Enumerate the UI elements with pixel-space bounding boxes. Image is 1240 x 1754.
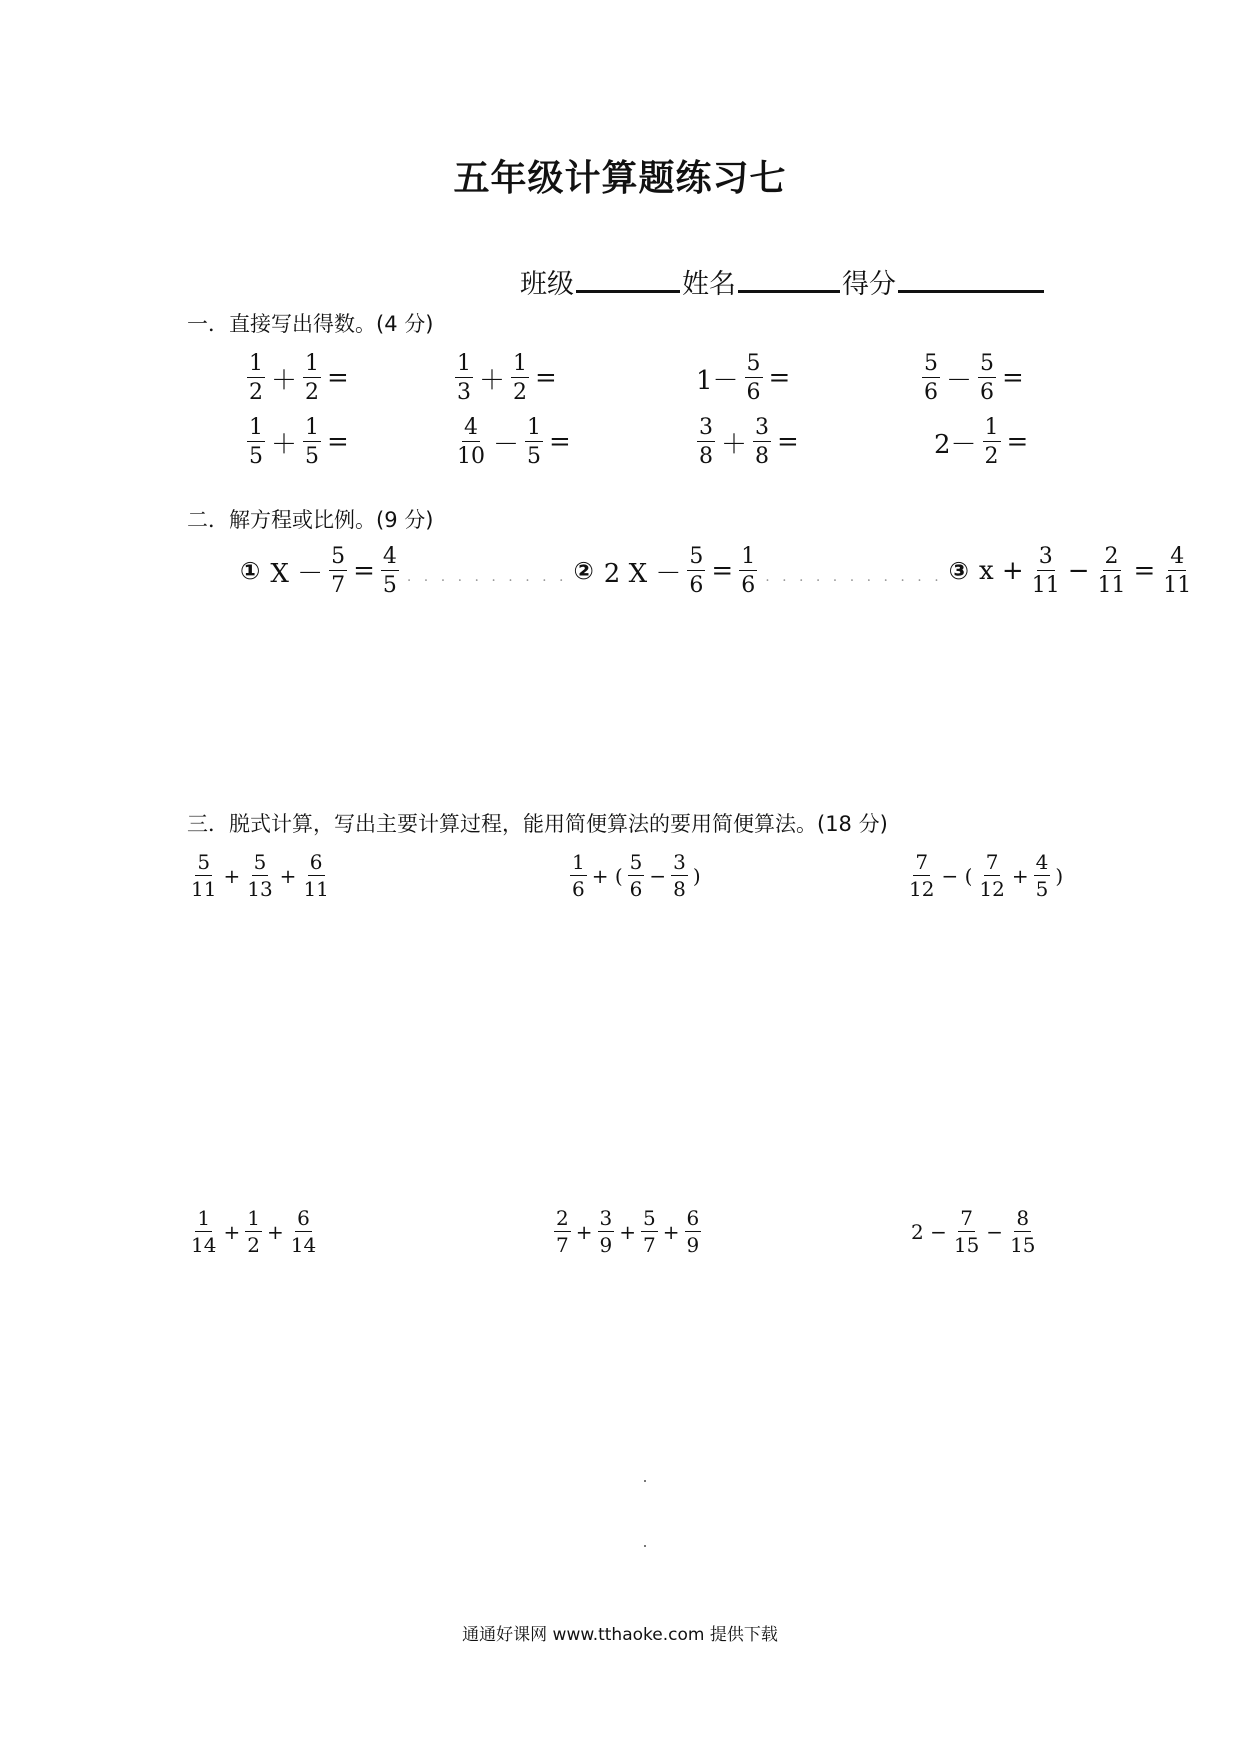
numerator: 5 [745,352,763,378]
question-marker: ② [573,557,594,586]
denominator: 6 [572,877,585,901]
numerator: 3 [753,416,771,442]
score-label: 得分 [842,269,896,300]
numerator: 4 [462,416,480,442]
footer-credit: 通通好课网 www.tthaoke.com 提供下载 [462,1625,778,1645]
denominator: 11 [303,877,329,901]
fraction [245,1208,262,1256]
denominator: 9 [599,1233,613,1257]
class-blank[interactable] [576,266,680,293]
operator: = [1002,363,1024,394]
numerator: 3 [697,416,715,442]
fraction [697,416,715,468]
s3-problem [568,852,704,900]
numerator: 5 [687,545,705,571]
fraction [739,545,757,597]
numerator: 6 [686,1206,700,1230]
denominator: 14 [191,1233,217,1257]
operator: 2－ [934,429,977,460]
fraction [189,852,218,900]
numerator: 2 [1103,545,1121,571]
fraction [455,352,473,404]
operator: + [575,1220,593,1244]
fraction [525,416,543,468]
fraction [247,352,265,404]
denominator: 15 [1010,1233,1036,1257]
dotted-leader: . . . . . . . . . . . [765,569,943,586]
operator: = [353,556,375,587]
operator: ＋ [271,429,298,460]
s3-problem [552,1208,703,1256]
denominator: 5 [382,573,397,599]
fraction [247,416,265,468]
s3-problem [187,852,333,900]
fraction [1161,545,1193,597]
numerator: 7 [960,1206,973,1230]
fraction [978,352,996,404]
numerator: 1 [247,1206,260,1230]
numerator: 5 [253,850,267,874]
operator: − [986,1220,1004,1244]
s1-item [692,352,794,404]
denominator: 11 [1163,573,1192,599]
operator: ) [1055,864,1064,888]
s1-item [930,416,1032,468]
denominator: 11 [191,877,217,901]
operator: ) [692,864,701,888]
numerator: 3 [599,1206,613,1230]
numerator: 1 [303,352,321,378]
operator: − [1067,556,1090,587]
denominator: 2 [249,380,263,406]
operator: X － [270,558,324,589]
s1-item [695,416,803,468]
denominator: 7 [556,1233,569,1257]
fraction [303,416,321,468]
numerator: 4 [1168,545,1186,571]
page-title: 五年级计算题练习七 [453,158,787,199]
operator: − [649,864,667,888]
numerator: 1 [455,352,473,378]
fraction [289,1208,318,1256]
denominator: 6 [689,573,704,599]
numerator: 3 [673,850,686,874]
operator: + [223,1220,241,1244]
operator: 2 − [911,1220,947,1244]
numerator: 1 [525,416,543,442]
section-2-heading: 二．解方程或比例。(9 分) [187,508,434,532]
section-1-heading: 一．直接写出得数。(4 分) [187,312,434,336]
operator: x + [978,556,1024,587]
operator: − ( [941,864,973,888]
operator: + [619,1220,636,1244]
operator: － [946,365,973,396]
operator: + [1011,864,1029,888]
operator: + [279,864,297,888]
denominator: 14 [290,1233,317,1257]
numerator: 1 [247,416,265,442]
numerator: 1 [197,1206,211,1230]
equation [949,545,1196,597]
denominator: 2 [984,444,999,470]
fraction [952,1208,981,1256]
denominator: 2 [305,380,320,406]
question-marker: ① [240,557,261,586]
operator: － [493,429,520,460]
operator: 2 X － [603,558,682,589]
numerator: 1 [572,850,585,874]
denominator: 6 [629,877,643,901]
fraction [455,416,487,468]
fraction [554,1208,571,1256]
operator: = [777,427,799,458]
s3-problem [905,852,1066,900]
operator: ＋ [479,365,506,396]
fraction [511,352,529,404]
numerator: 4 [1035,850,1049,874]
s3-problem [908,1208,1040,1256]
name-label: 姓名 [682,269,736,300]
numerator: 2 [556,1206,569,1230]
fraction [745,352,763,404]
s3-problem [187,1208,320,1256]
operator: = [549,427,571,458]
s1-item [245,352,353,404]
fraction [303,352,321,404]
fraction [598,1208,615,1256]
dotted-leader: . . . . . . . . . . [406,569,568,586]
denominator: 8 [699,444,713,470]
fraction [301,852,330,900]
operator: + ( [591,864,623,888]
question-marker: ③ [948,557,969,586]
denominator: 6 [924,380,938,406]
s1-item [453,352,561,404]
fraction [245,852,274,900]
denominator: 9 [686,1233,700,1257]
numerator: 4 [381,545,399,571]
numerator: 8 [1016,1206,1030,1230]
fraction [381,545,399,597]
fraction [687,545,705,597]
equation [573,545,948,597]
fraction [1030,545,1062,597]
s1-item [453,416,575,468]
student-info-line [520,262,1046,301]
denominator: 12 [979,877,1005,901]
section-3-heading: 三．脱式计算，写出主要计算过程，能用简便算法的要用简便算法。(18 分) [187,812,888,836]
numerator: 1 [303,416,321,442]
denominator: 12 [909,877,935,901]
operator: + [223,864,241,888]
name-blank[interactable] [738,266,840,293]
fraction [189,1208,218,1256]
stray-dot [644,1480,646,1482]
score-blank[interactable] [898,266,1044,293]
denominator: 7 [643,1233,656,1257]
numerator: 5 [922,352,940,378]
fraction [983,416,1001,468]
class-label: 班级 [520,269,574,300]
numerator: 3 [1037,545,1055,571]
fraction [977,852,1006,900]
operator: ＋ [271,365,298,396]
numerator: 5 [629,850,643,874]
operator: ＋ [721,429,748,460]
denominator: 11 [1097,573,1126,599]
numerator: 5 [643,1206,656,1230]
denominator: 5 [305,444,320,470]
fraction [907,852,936,900]
denominator: 15 [953,1233,980,1257]
operator: = [327,363,349,394]
numerator: 6 [309,850,323,874]
denominator: 5 [1035,877,1049,901]
operator: = [535,363,557,394]
numerator: 1 [247,352,265,378]
numerator: 7 [915,850,929,874]
fraction [1008,1208,1037,1256]
denominator: 8 [755,444,770,470]
fraction [1096,545,1128,597]
denominator: 5 [249,444,263,470]
denominator: 8 [673,877,686,901]
denominator: 7 [331,573,346,599]
denominator: 6 [746,380,761,406]
numerator: 5 [329,545,347,571]
fraction [329,545,347,597]
numerator: 1 [739,545,757,571]
numerator: 5 [197,850,211,874]
denominator: 6 [980,380,995,406]
fraction [753,416,771,468]
fraction [628,852,645,900]
operator: + [266,1220,284,1244]
denominator: 5 [527,444,542,470]
numerator: 7 [985,850,999,874]
denominator: 11 [1031,573,1060,599]
numerator: 6 [297,1206,310,1230]
denominator: 10 [457,444,485,470]
operator: = [1133,556,1156,587]
operator: = [1006,427,1029,458]
denominator: 2 [247,1233,260,1257]
fraction [685,1208,702,1256]
operator: = [711,556,734,587]
s1-item [245,416,353,468]
fraction [671,852,688,900]
numerator: 1 [511,352,529,378]
stray-dot [644,1545,646,1547]
denominator: 3 [457,380,471,406]
operator: = [327,427,349,458]
operator: 1－ [696,365,739,396]
denominator: 6 [741,573,756,599]
operator: = [768,363,791,394]
fraction [570,852,587,900]
fraction [1034,852,1051,900]
numerator: 5 [978,352,996,378]
denominator: 2 [513,380,528,406]
equation-row [240,545,1195,597]
denominator: 13 [247,877,273,901]
numerator: 1 [983,416,1001,442]
s1-item [920,352,1028,404]
fraction [641,1208,658,1256]
equation [240,545,573,597]
operator: + [662,1220,680,1244]
fraction [922,352,940,404]
